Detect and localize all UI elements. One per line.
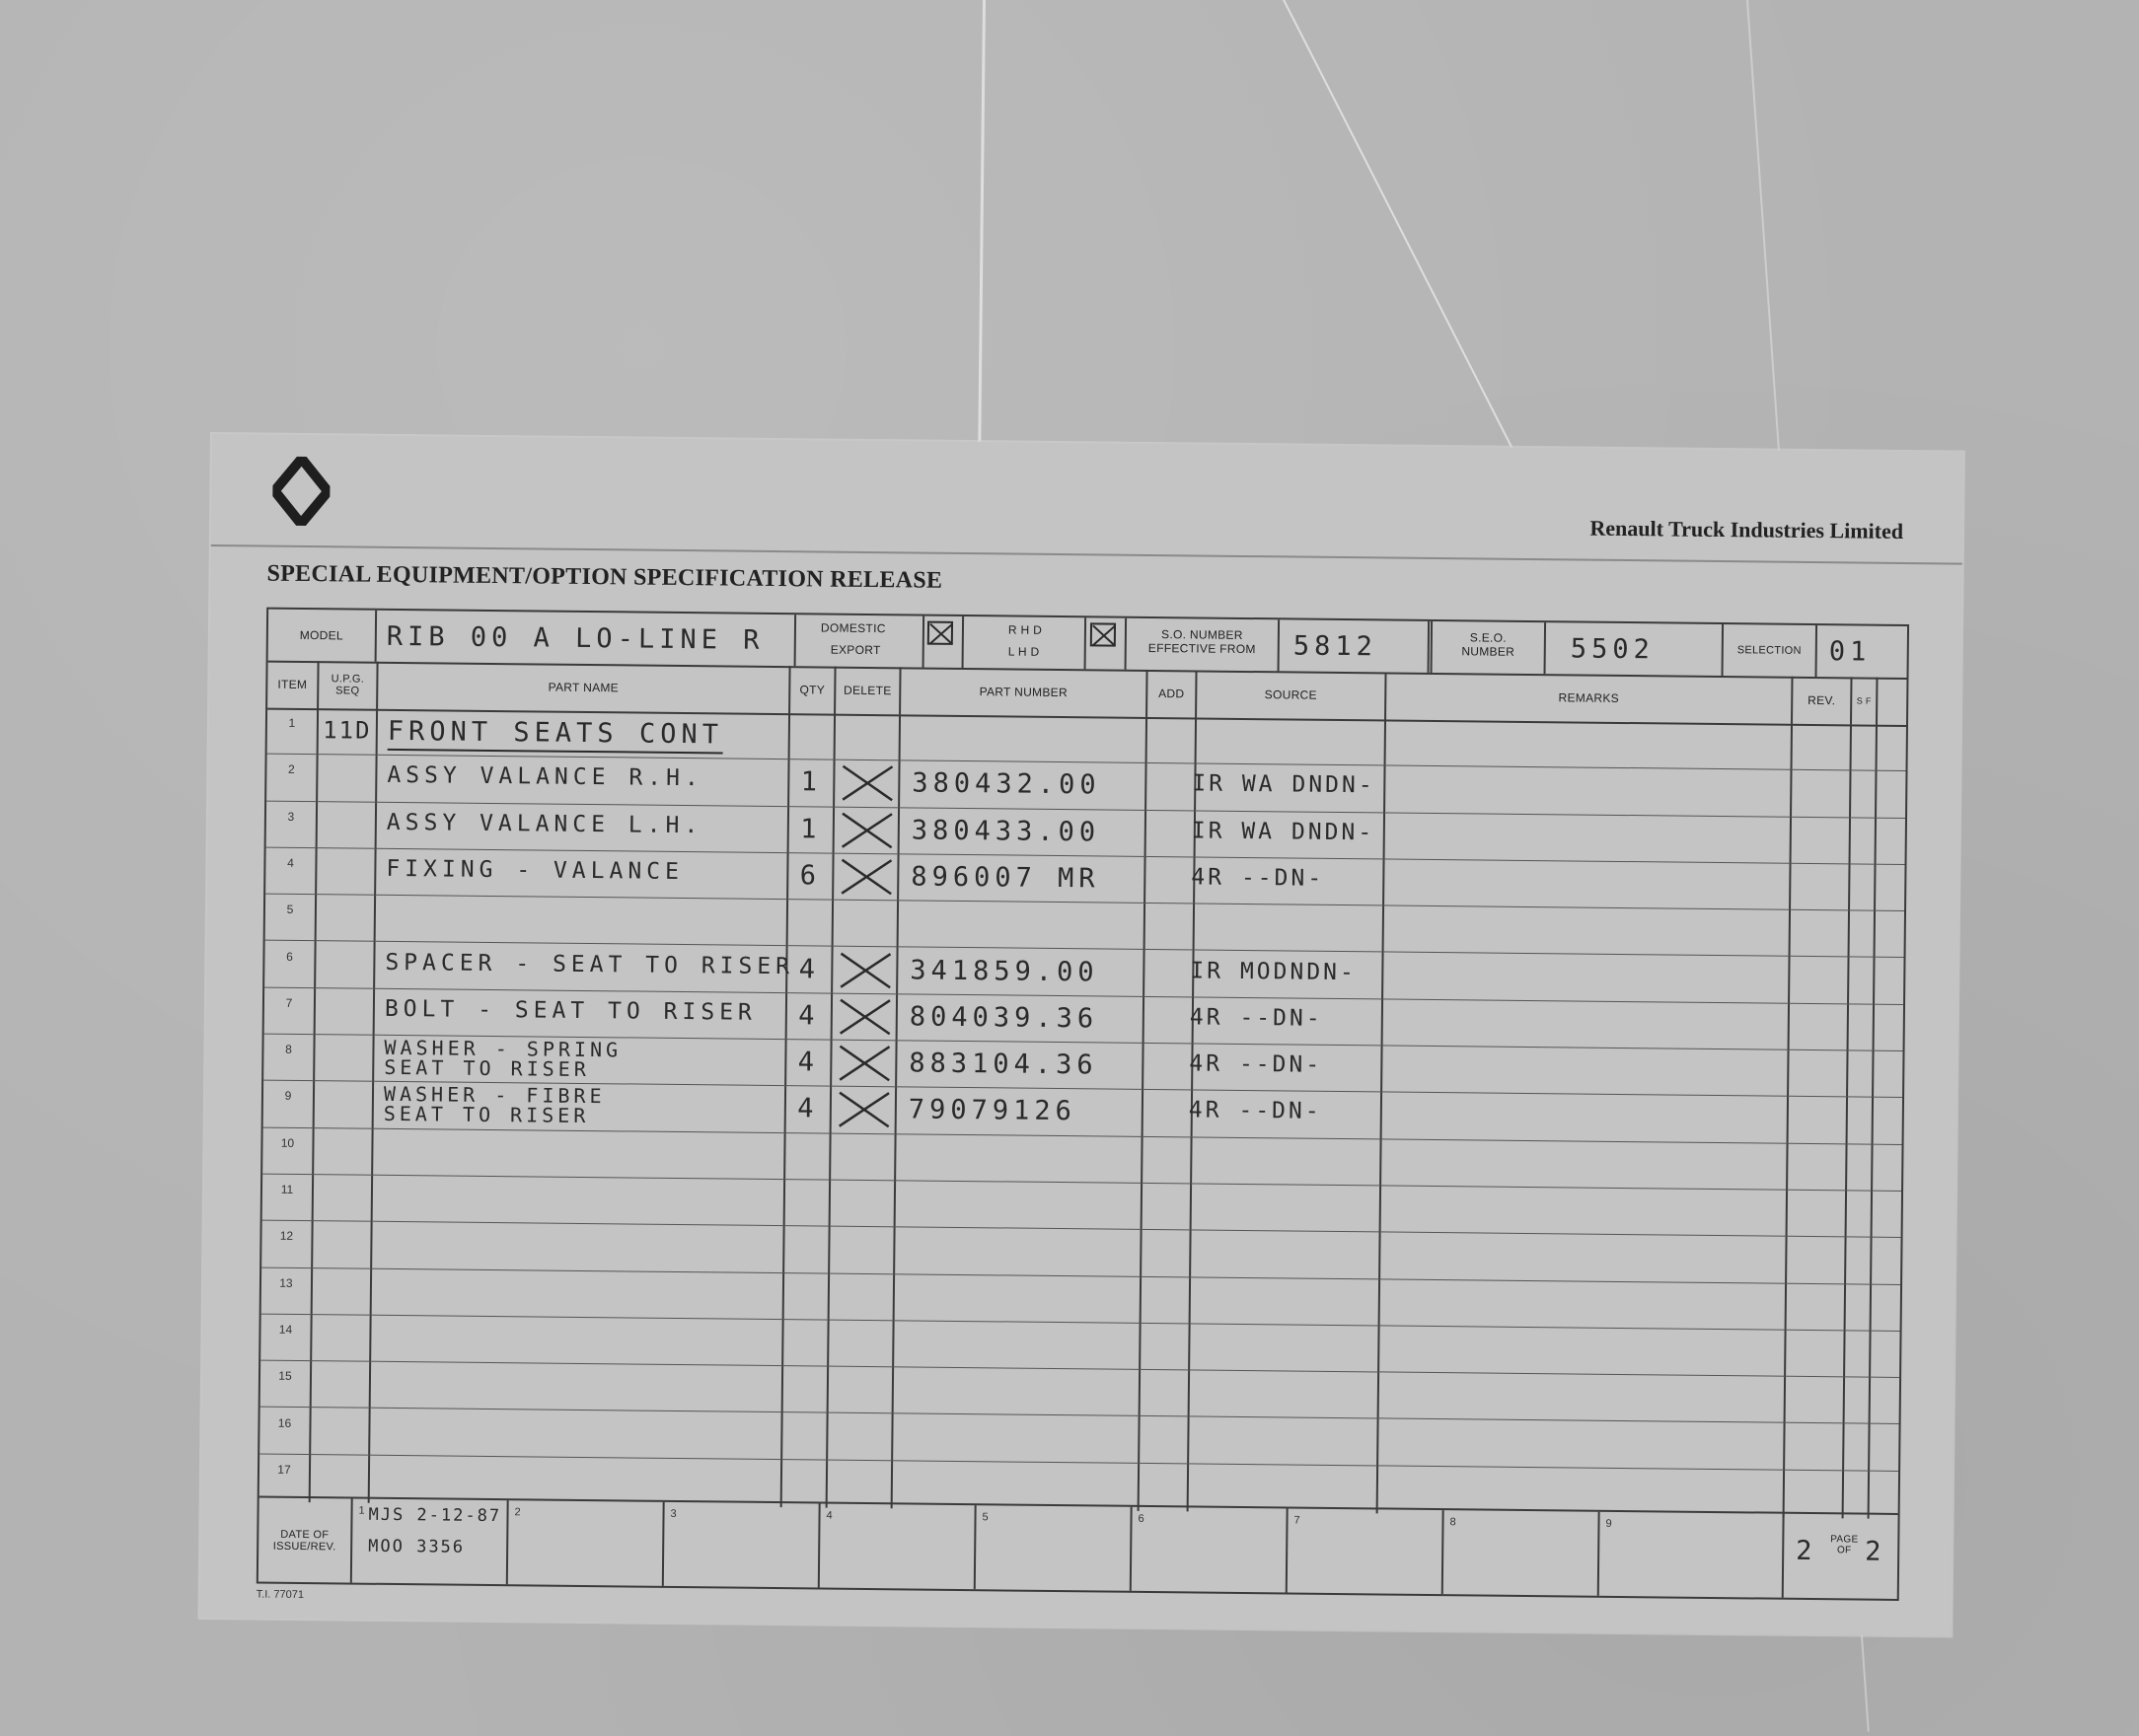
revision-slot	[1443, 1510, 1600, 1596]
item-number: 5	[286, 903, 294, 917]
specification-sheet	[199, 434, 1962, 1636]
upg-seq-value: 11D	[323, 716, 372, 745]
item-number: 1	[288, 715, 296, 730]
source-code: 4R --DN-	[1189, 1050, 1323, 1078]
revision-slot	[820, 1504, 977, 1590]
x-mark-icon	[834, 1043, 895, 1085]
item-number: 13	[279, 1275, 293, 1290]
source-code: 4R --DN-	[1188, 1097, 1322, 1125]
x-mark-icon	[927, 621, 953, 645]
revision-slot	[508, 1500, 665, 1586]
upg-seq-column-header: U.P.G. SEQ	[319, 661, 378, 709]
quantity: 4	[798, 1000, 820, 1032]
selection-label: SELECTION	[1736, 644, 1802, 657]
slot-number: 8	[1449, 1516, 1456, 1529]
item-number: 16	[277, 1415, 292, 1430]
part-number: 79079126	[908, 1094, 1077, 1127]
item-number: 7	[285, 995, 293, 1010]
source-code: 4R --DN-	[1189, 1004, 1323, 1032]
revision-entry-line-2: MOO 3356	[368, 1536, 466, 1557]
renault-diamond-logo	[272, 457, 331, 527]
delete-x-mark	[834, 1089, 895, 1131]
item-number: 6	[286, 949, 293, 964]
revision-slot	[1132, 1507, 1289, 1593]
quantity: 4	[797, 1047, 820, 1078]
seo-value-cell	[1546, 622, 1725, 676]
part-name: SPACER - SEAT TO RISER	[385, 949, 795, 979]
x-mark-icon	[834, 1089, 895, 1131]
delete-x-mark	[837, 762, 898, 805]
revision-slot	[976, 1505, 1133, 1591]
item-number: 12	[279, 1229, 294, 1244]
quantity: 4	[798, 953, 821, 984]
form-title: SPECIAL EQUIPMENT/OPTION SPECIFICATION RELEASE	[266, 560, 943, 594]
extra-column-header	[1878, 678, 1907, 725]
release-form	[257, 608, 1909, 1601]
revision-slot	[664, 1502, 821, 1588]
so-number-value-cell	[1280, 619, 1434, 673]
rhd-checkbox[interactable]	[1090, 622, 1116, 646]
model-label: MODEL	[299, 627, 344, 643]
part-name: BOLT - SEAT TO RISER	[384, 995, 757, 1026]
item-number: 11	[280, 1182, 294, 1196]
selection-label-cell	[1724, 624, 1818, 677]
slot-number: 7	[1293, 1514, 1300, 1527]
company-name: Renault Truck Industries Limited	[1589, 515, 1904, 543]
revision-entry-line-1: MJS 2-12-87	[368, 1504, 502, 1527]
seo-label: S.E.O.	[1469, 630, 1508, 645]
page-number: 2	[1796, 1535, 1812, 1567]
page-cell	[1784, 1514, 1898, 1599]
part-name: ASSY VALANCE L.H.	[386, 809, 703, 838]
seo-number-label: NUMBER	[1461, 644, 1515, 659]
qty-column-header: QTY	[790, 666, 837, 713]
revision-slot	[352, 1499, 509, 1585]
delete-x-mark	[835, 949, 896, 991]
x-mark-icon	[837, 809, 898, 851]
so-number-label: S.O. NUMBER	[1161, 627, 1243, 642]
source-column-header: SOURCE	[1197, 670, 1386, 719]
slot-number: 6	[1138, 1512, 1144, 1525]
quantity: 6	[799, 860, 822, 892]
revision-footer	[258, 1496, 1898, 1599]
slot-number: 1	[358, 1504, 365, 1517]
x-mark-icon	[836, 856, 897, 899]
add-column-header: ADD	[1147, 670, 1198, 718]
part-number: 380432.00	[912, 767, 1101, 801]
slot-number: 3	[670, 1507, 677, 1520]
part-number-column-header: PART NUMBER	[901, 667, 1147, 717]
divider	[211, 544, 1962, 565]
item-column-header: ITEM	[267, 661, 319, 709]
item-number: 2	[288, 762, 295, 777]
part-name: WASHER - SPRING	[384, 1035, 623, 1062]
x-mark-icon	[837, 762, 898, 805]
selection-value-cell	[1817, 625, 1908, 678]
part-number: 883104.36	[909, 1048, 1098, 1081]
market-cell	[796, 615, 965, 668]
source-code: IR WA DNDN-	[1191, 818, 1375, 845]
part-name-line-2: SEAT TO RISER	[384, 1054, 590, 1082]
part-name: FIXING - VALANCE	[386, 855, 685, 885]
delete-column-header: DELETE	[836, 667, 901, 715]
part-name: WASHER - FIBRE	[383, 1082, 606, 1109]
slot-number: 2	[514, 1506, 521, 1519]
x-mark-icon	[835, 995, 896, 1038]
delete-x-mark	[836, 856, 897, 899]
x-mark-icon	[1090, 622, 1116, 646]
parts-table	[259, 708, 1906, 1519]
part-name-line-2: SEAT TO RISER	[383, 1102, 590, 1128]
selection-value: 01	[1828, 635, 1872, 668]
item-number: 14	[278, 1322, 293, 1337]
quantity: 1	[800, 813, 822, 845]
effective-from-label: EFFECTIVE FROM	[1147, 640, 1256, 657]
item-number: 4	[287, 855, 294, 870]
document-reference: T.I. 77071	[256, 1588, 305, 1602]
item-number: 3	[287, 809, 295, 824]
part-name: FRONT SEATS CONT	[388, 716, 723, 755]
so-number-value: 5812	[1292, 629, 1378, 662]
domestic-checkbox[interactable]	[927, 621, 953, 645]
item-number: 8	[285, 1042, 292, 1056]
date-of-issue-label: DATE OF ISSUE/REV.	[272, 1528, 336, 1553]
delete-x-mark	[835, 995, 896, 1038]
seo-value: 5502	[1570, 632, 1655, 665]
divider	[922, 616, 925, 668]
export-label: EXPORT	[830, 642, 881, 658]
item-number: 10	[280, 1135, 295, 1150]
part-number: 380433.00	[911, 815, 1101, 848]
delete-x-mark	[834, 1043, 895, 1085]
part-number: 896007 MR	[911, 861, 1100, 895]
rhd-label: R H D	[1007, 622, 1043, 637]
quantity: 1	[800, 766, 823, 798]
slot-number: 9	[1605, 1517, 1612, 1530]
quantity: 4	[797, 1093, 819, 1124]
part-name: ASSY VALANCE R.H.	[387, 762, 703, 792]
model-value: RIB 00 A LO-LINE R	[386, 620, 765, 656]
model-value-cell	[377, 611, 797, 666]
x-mark-icon	[835, 949, 896, 991]
item-number: 17	[277, 1462, 291, 1477]
page-of-label: PAGE OF	[1830, 1534, 1859, 1556]
model-label-cell	[268, 610, 378, 662]
date-label-cell	[258, 1498, 353, 1583]
page-total: 2	[1865, 1536, 1881, 1567]
divider	[1084, 617, 1087, 669]
revision-slot	[1599, 1512, 1785, 1598]
domestic-label: DOMESTIC	[820, 620, 886, 636]
source-code: 4R --DN-	[1191, 864, 1325, 892]
part-number: 804039.36	[909, 1001, 1099, 1035]
slot-number: 4	[826, 1509, 833, 1522]
source-code: IR MODNDN-	[1190, 957, 1357, 985]
so-number-label-cell	[1127, 618, 1281, 672]
part-name-cell	[384, 1084, 778, 1127]
source-code: IR WA DNDN-	[1192, 770, 1375, 799]
part-name-column-header: PART NAME	[378, 662, 790, 713]
part-number: 341859.00	[910, 954, 1099, 987]
rev-column-header: REV.	[1793, 677, 1852, 725]
slot-number: 5	[982, 1511, 989, 1524]
remarks-column-header: REMARKS	[1386, 672, 1793, 723]
part-name-cell	[384, 1035, 778, 1082]
hand-drive-cell	[964, 616, 1128, 670]
revision-slot	[1288, 1508, 1444, 1594]
sf-column-header: S F	[1852, 677, 1879, 724]
item-number: 9	[284, 1089, 292, 1104]
item-number: 15	[278, 1368, 292, 1384]
lhd-label: L H D	[1007, 644, 1040, 659]
seo-label-cell	[1433, 621, 1547, 674]
delete-x-mark	[837, 809, 898, 851]
